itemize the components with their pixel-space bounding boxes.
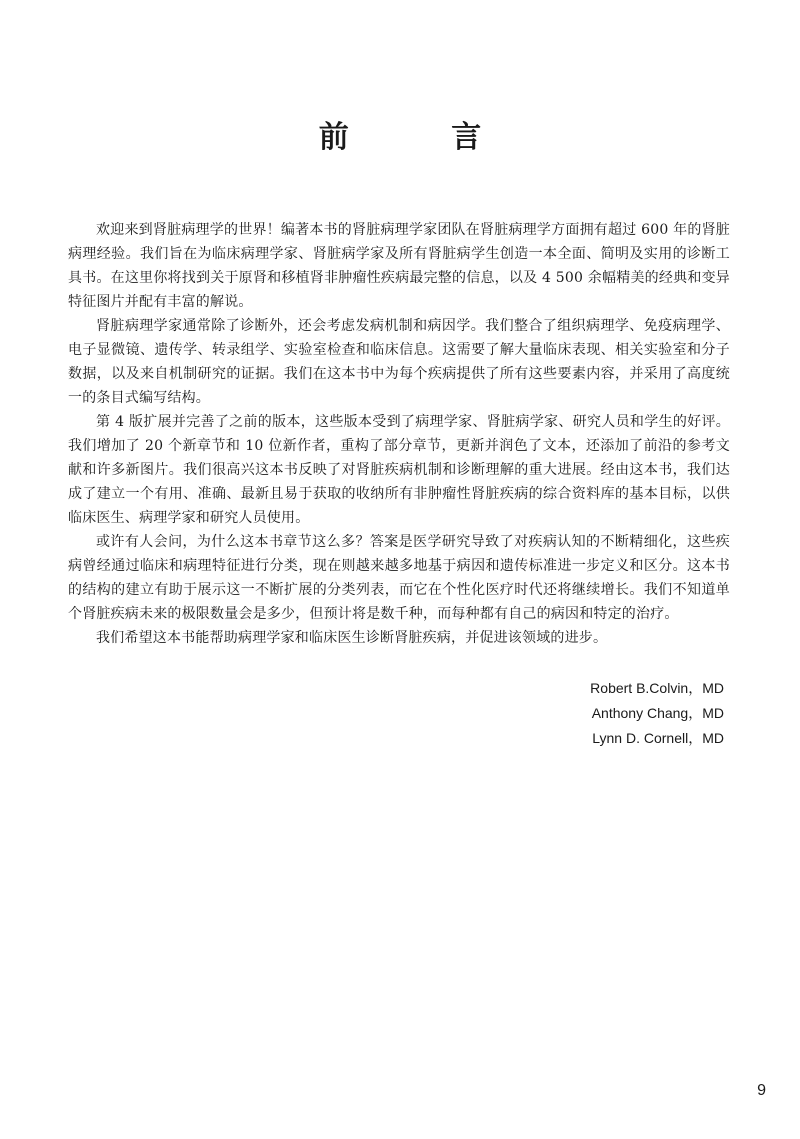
author-name: Robert B.Colvin，MD — [590, 680, 724, 696]
paragraph-3: 第 4 版扩展并完善了之前的版本，这些版本受到了病理学家、肾脏病学家、研究人员和学生的好评。我们增加了 20 个新章节和 10 位新作者，重构了部分章节，更新并润色了文本，还添加了前沿的参考文献和许多新图片。我们很高兴这本书反映了对肾脏疾病机制和诊断理解的重大进展。经由这本书，我们达成了建立一个有用、准确、最新且易于获取的收纳所有非肿瘤性肾脏疾病的综合资料库的基本目标，以供临床医生、病理学家和研究人员使用。 — [68, 414, 730, 526]
author-name: Lynn D. Cornell，MD — [592, 730, 724, 746]
author-name: Anthony Chang，MD — [591, 705, 724, 721]
paragraph-1: 欢迎来到肾脏病理学的世界！编著本书的肾脏病理学家团队在肾脏病理学方面拥有超过 600 年的肾脏病理经验。我们旨在为临床病理学家、肾脏病学家及所有肾脏病学生创造一本全面、简明及实用的诊断工具书。在这里你将找到关于原肾和移植肾非肿瘤性疾病最完整的信息，以及 4 500 余幅精美的经典和变异特征图片并配有丰富的解说。 — [68, 222, 730, 310]
paragraph-5: 我们希望这本书能帮助病理学家和临床医生诊断肾脏疾病，并促进该领域的进步。 — [96, 630, 608, 646]
paragraph-2: 肾脏病理学家通常除了诊断外，还会考虑发病机制和病因学。我们整合了组织病理学、免疫病理学、电子显微镜、遗传学、转录组学、实验室检查和临床信息。这需要了解大量临床表现、相关实验室和分子数据，以及来自机制研究的证据。我们在这本书中为每个疾病提供了所有这些要素内容，并采用了高度统一的条目式编写结构。 — [68, 318, 730, 406]
paragraph-4: 或许有人会问，为什么这本书章节这么多？答案是医学研究导致了对疾病认知的不断精细化，这些疾病曾经通过临床和病理特征进行分类，现在则越来越多地基于病因和遗传标准进一步定义和区分。这本书的结构的建立有助于展示这一不断扩展的分类列表，而它在个性化医疗时代还将继续增长。我们不知道单个肾脏疾病未来的极限数量会是多少，但预计将是数千种，而每种都有自己的病因和特定的治疗。 — [68, 534, 730, 622]
preface-body — [68, 218, 730, 650]
author-signatures — [590, 676, 724, 751]
page-number: 9 — [757, 1082, 766, 1099]
page-title: 前 言 — [318, 120, 528, 155]
